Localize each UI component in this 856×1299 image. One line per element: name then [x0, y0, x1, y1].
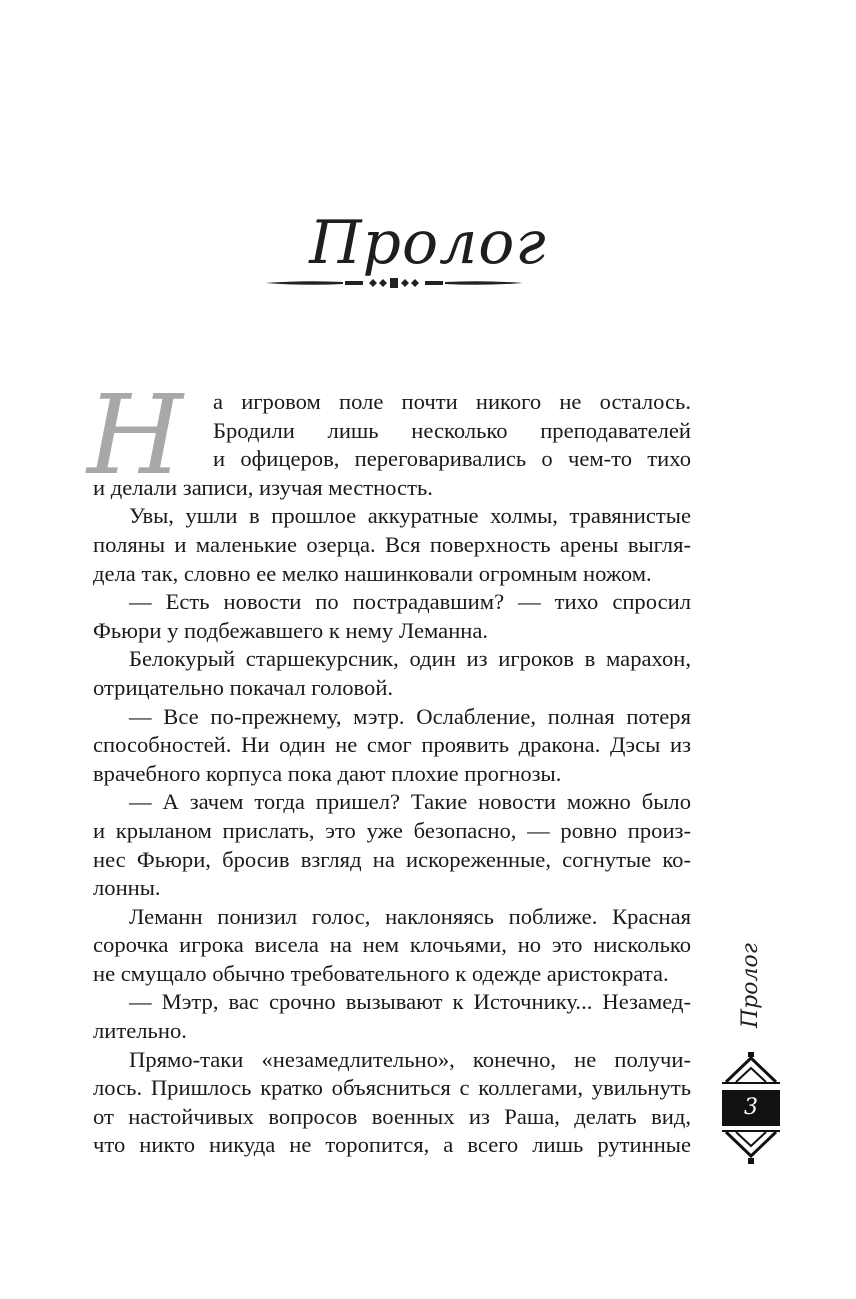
text-line: Увы, ушли в прошлое аккуратные холмы, травянистые — [129, 503, 691, 529]
text-line: что никто никуда не торопится, а всего лишь рутинные — [93, 1132, 691, 1158]
text-line: — Мэтр, вас срочно вызывают к Источнику... Незамед- — [129, 989, 691, 1015]
text-line: нес Фьюри, бросив взгляд на искореженные, согнутые ко- — [93, 846, 691, 872]
text-line: врачебного корпуса пока дают плохие прогнозы. — [93, 760, 562, 786]
text-line: способностей. Ни один не смог проявить дракона. Дэсы из — [93, 732, 691, 758]
text-line: — Все по-прежнему, мэтр. Ослабление, полная потеря — [129, 703, 691, 729]
text-line: поляны и маленькие озерца. Вся поверхность арены выгля- — [93, 531, 691, 557]
text-line: от настойчивых вопросов военных из Раша, делать вид, — [93, 1103, 691, 1129]
text-line: лонны. — [93, 875, 161, 901]
side-tab — [720, 943, 782, 1170]
text-line: и крыланом прислать, это уже безопасно, — ровно произ- — [93, 817, 691, 843]
title-ornament — [265, 276, 523, 290]
text-line: не смущало обычно требовательного к одежде аристократа. — [93, 960, 669, 986]
side-tab-label: Пролог — [738, 943, 763, 1028]
text-line: Бродили лишь несколько преподавателей — [213, 417, 691, 443]
text-line: — Есть новости по пострадавшим? — тихо спросил — [129, 589, 691, 615]
text-line: Белокурый старшекурсник, один из игроков в марахон, — [129, 646, 691, 672]
bottom-ornament-icon — [722, 1130, 780, 1166]
drop-cap: Н — [87, 371, 183, 499]
page-number: 3 — [722, 1090, 780, 1126]
text-line: — А зачем тогда пришел? Такие новости можно было — [129, 789, 691, 815]
text-line: отрицательно покачал головой. — [93, 674, 394, 700]
text-line: лось. Пришлось кратко объясниться с коллегами, увильнуть — [93, 1075, 691, 1101]
text-line: и офицеров, переговаривались о чем-то тихо — [213, 446, 691, 472]
text-line: лительно. — [93, 1018, 187, 1044]
text-line: и делали записи, изучая местность. — [93, 474, 433, 500]
text-line: Леманн понизил голос, наклоняясь поближе. Красная — [129, 903, 691, 929]
top-ornament-icon — [722, 1052, 780, 1084]
paragraph-lines — [93, 388, 691, 1160]
text-line: Фьюри у подбежавшего к нему Леманна. — [93, 617, 489, 643]
text-line: сорочка игрока висела на нем клочьями, но это нисколько — [93, 932, 691, 958]
body-text — [87, 371, 691, 1160]
text-line: а игровом поле почти никого не осталось. — [213, 389, 691, 414]
text-line: дела так, словно ее мелко нашинковали огромным ножом. — [93, 560, 652, 586]
text-line: Прямо-таки «незамедлительно», конечно, не получи- — [129, 1046, 691, 1072]
chapter-title: Пролог — [309, 208, 547, 278]
